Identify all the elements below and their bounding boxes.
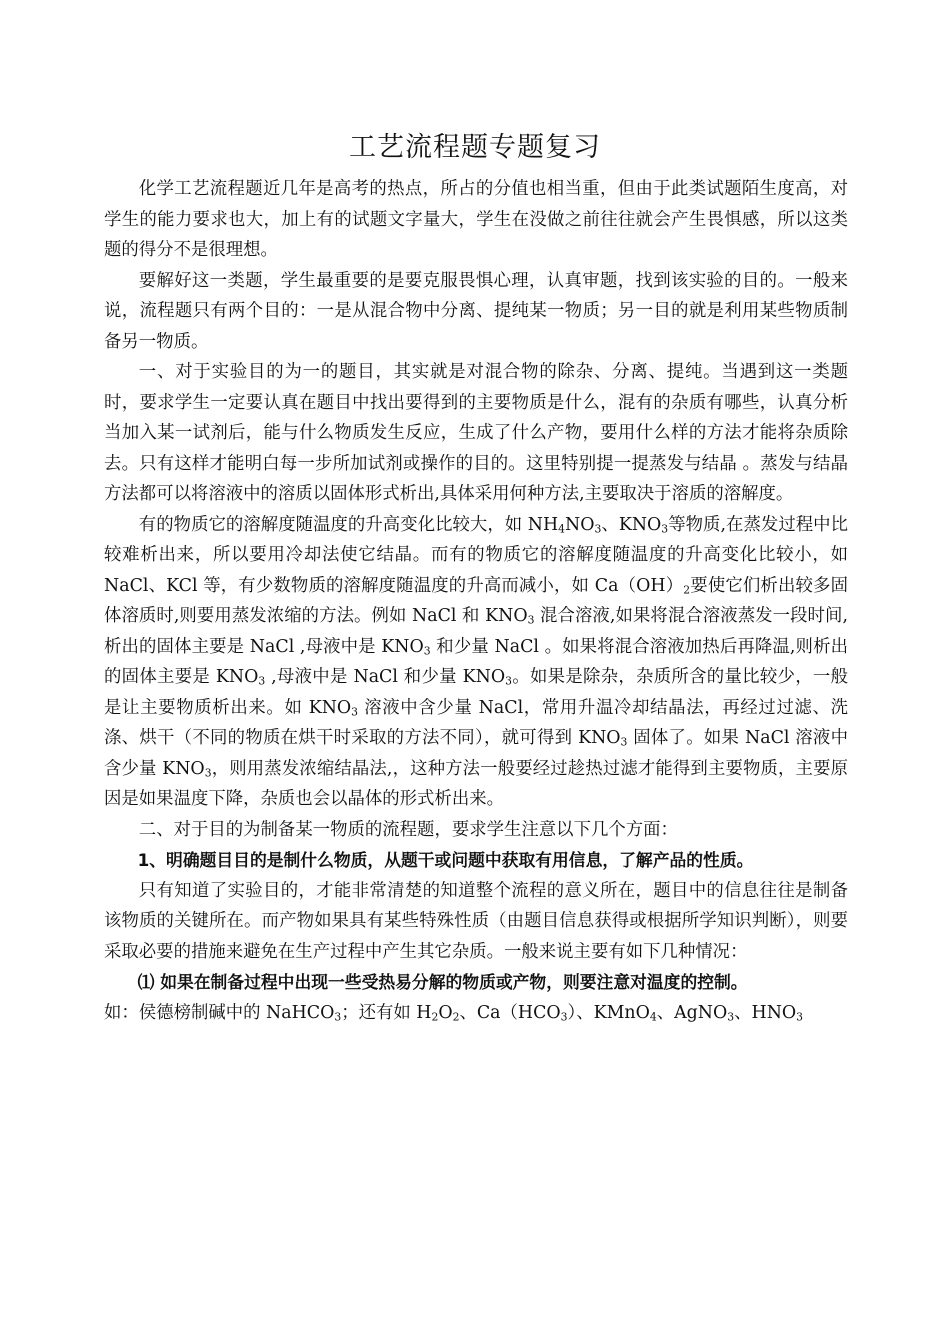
paragraph — [104, 174, 848, 266]
text-run: ,母液中是 NaCl 和少量 KNO — [265, 667, 506, 687]
text-run: 溶液中含少量 NaCl，常用升温冷却结晶法，再经过过滤、洗涤、烘干（不同的物质在烘干时采取的方法不同），就可得到 KNO — [104, 697, 848, 748]
subscript: 2 — [452, 1010, 460, 1024]
text-run: 混合溶液,如果将混合溶液蒸发一段时间,析出的固体主要是 NaCl ,母液中是 KNO — [104, 606, 848, 657]
text-run: 有的物质它的溶解度随温度的升高变化比较大，如 NH — [138, 514, 559, 535]
subscript: 3 — [796, 1010, 804, 1024]
subscript: 3 — [594, 522, 602, 536]
paragraph — [104, 510, 848, 815]
text-run: 和少量 NaCl 。如果将混合溶液加热后再降温,则析出的固体主要是 KNO — [104, 636, 848, 687]
text-run: 二、对于目的为制备某一物质的流程题，要求学生注意以下几个方面： — [138, 819, 678, 840]
text-run: 要使它们析出较多固体溶质时,则要用蒸发浓缩的方法。例如 NaCl 和 KNO — [104, 575, 848, 626]
subscript: 3 — [258, 674, 266, 688]
text-run: 、KNO — [601, 514, 662, 535]
subscript: 3 — [334, 1010, 342, 1024]
paragraph — [104, 815, 848, 846]
text-run: 一、对于实验目的为一的题目，其实就是对混合物的除杂、分离、提纯。当遇到这一类题时，要求学生一定要认真在题目中找出要得到的主要物质是什么，混有的杂质有哪些，认真分析当加入某一试剂后，能与什么物质发生反应，生成了什么产物，要用什么样的方法才能将杂质除去。只有这样才能明白每一步所加试剂或操作的目的。这里特别提一提蒸发与结晶 。蒸发与结晶方法都可以将溶液中的溶质以固体形式析出,具体采用何种方法,主要取决于溶质的溶解度。 — [104, 362, 848, 504]
paragraph — [104, 876, 848, 968]
text-run: 。如果是除杂，杂质所含的量比较少，一般是让主要物质析出来。如 KNO — [104, 667, 848, 718]
subscript: 3 — [204, 766, 212, 780]
section-heading — [104, 967, 848, 998]
section-heading — [104, 845, 848, 876]
text-run: 如：侯德榜制碱中的 NaHCO — [104, 1002, 335, 1023]
text-run: ）、KMnO — [567, 1002, 650, 1023]
subscript: 3 — [423, 644, 431, 658]
text-run: 只有知道了实验目的，才能非常清楚的知道整个流程的意义所在，题目中的信息往往是制备该物质的关键所在。而产物如果具有某些特殊性质（由题目信息获得或根据所学知识判断），则要采取必要的措施来避免在生产过程中产生其它杂质。一般来说主要有如下几种情况： — [104, 880, 848, 962]
text-run: 等物质,在蒸发过程中比较难析出来，所以要用冷却法使它结晶。而有的物质它的溶解度随温度的升高变化比较小，如 NaCl、KCl 等，有少数物质的溶解度随温度的升高而减小，如 Ca（OH） — [104, 514, 848, 596]
text-run: 、HNO — [734, 1002, 797, 1023]
subscript: 4 — [558, 522, 566, 536]
paragraph — [104, 357, 848, 510]
text-run: 化学工艺流程题近几年是高考的热点，所占的分值也相当重，但由于此类试题陌生度高，对学生的能力要求也大，加上有的试题文字量大，学生在没做之前往往就会产生畏惧感，所以这类题的得分不是很理想。 — [104, 179, 848, 260]
text-run: 要解好这一类题，学生最重要的是要克服畏惧心理，认真审题，找到该实验的目的。一般来说，流程题只有两个目的：一是从混合物中分离、提纯某一物质；另一目的就是利用某些物质制备另一物质。 — [104, 270, 848, 352]
paragraph — [104, 998, 848, 1029]
text-run: ⑴ 如果在制备过程中出现一些受热易分解的物质或产物，则要注意对温度的控制。 — [137, 972, 748, 992]
subscript: 3 — [505, 674, 512, 688]
subscript: 3 — [727, 1010, 735, 1024]
subscript: 3 — [661, 522, 669, 536]
paragraph — [104, 266, 848, 358]
text-run: NO — [565, 514, 595, 535]
text-run: ，则用蒸发浓缩结晶法,，这种方法一般要经过趁热过滤才能得到主要物质，主要原因是如果温度下降，杂质也会以晶体的形式析出来。 — [104, 758, 848, 809]
text-run: 、AgNO — [656, 1002, 728, 1023]
text-run: 、Ca（HCO — [459, 1002, 561, 1023]
subscript: 2 — [683, 583, 691, 597]
page-title: 工艺流程题专题复习 — [349, 132, 601, 163]
text-run: O — [438, 1002, 453, 1023]
subscript: 3 — [560, 1010, 568, 1024]
text-run: 1、明确题目目的是制什么物质，从题干或问题中获取有用信息，了解产品的性质。 — [137, 850, 754, 870]
subscript: 3 — [351, 705, 359, 719]
document-body — [104, 174, 848, 1028]
subscript: 3 — [527, 613, 535, 627]
text-run: 固体了。如果 NaCl 溶液中含少量 KNO — [104, 728, 848, 779]
subscript: 2 — [431, 1010, 439, 1024]
subscript: 3 — [620, 735, 628, 749]
text-run: ；还有如 H — [341, 1002, 432, 1023]
subscript: 4 — [649, 1010, 657, 1024]
